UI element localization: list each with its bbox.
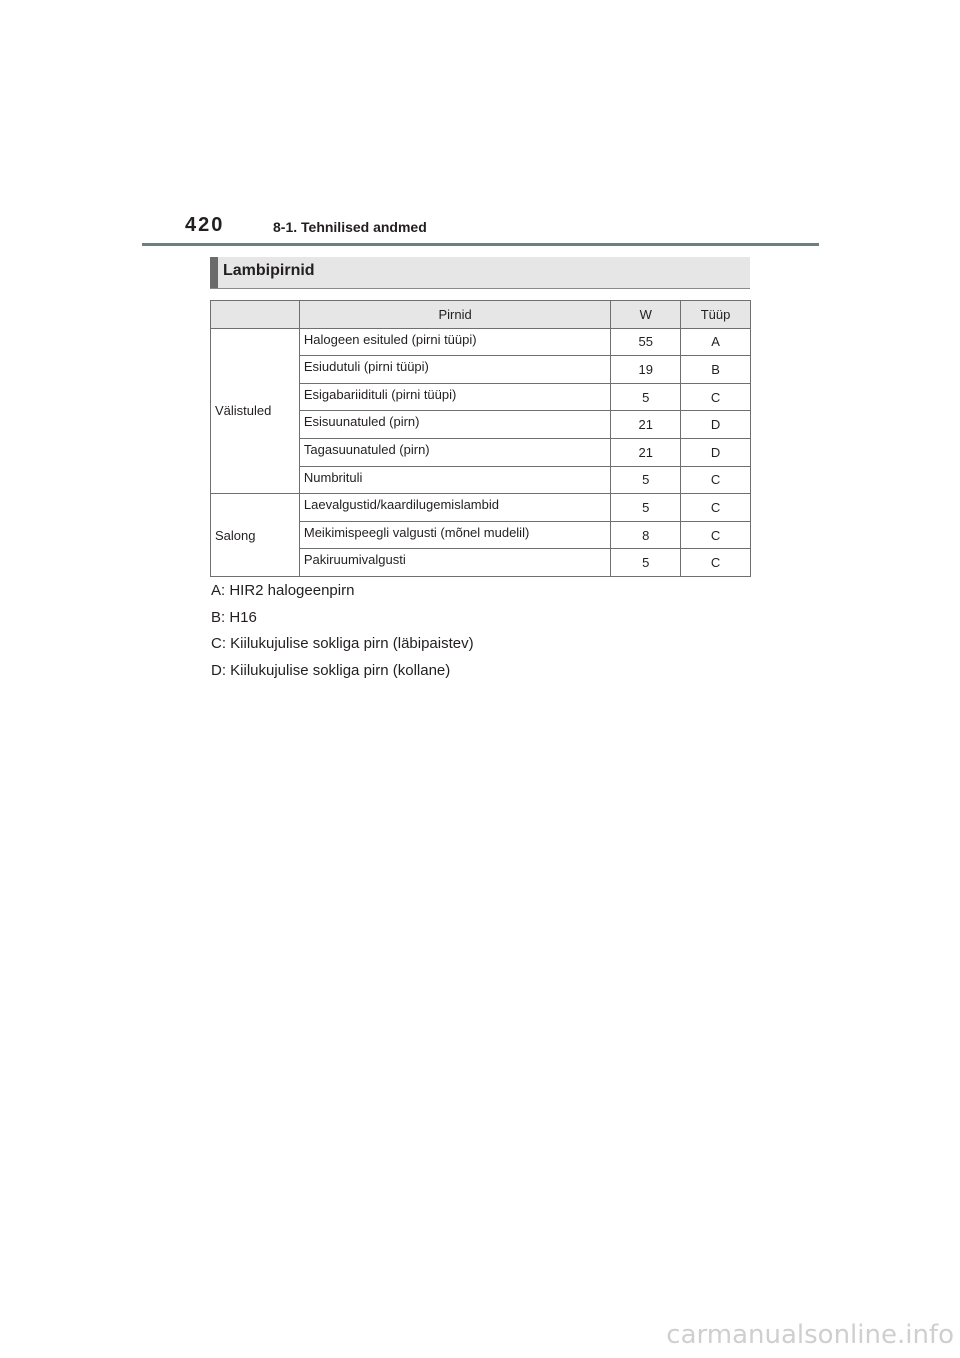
column-header-watt: W [611,301,681,329]
bulb-table [210,300,751,577]
watt-cell: 21 [611,411,681,439]
bulb-name-cell: Laevalgustid/kaardilugemislambid [299,494,610,522]
group-cell: Salong [211,494,300,577]
watt-cell: 8 [611,521,681,549]
column-header-type: Tüüp [681,301,751,329]
watt-cell: 5 [611,549,681,577]
column-header-bulb: Pirnid [299,301,610,329]
bulb-name-cell: Halogeen esituled (pirni tüüpi) [299,328,610,356]
header-divider [142,243,819,246]
bulb-type-notes [211,582,474,688]
bulb-name-cell: Esigabariidituli (pirni tüüpi) [299,383,610,411]
watt-cell: 5 [611,494,681,522]
type-cell: C [681,466,751,494]
bulb-name-cell: Meikimispeegli valgusti (mõnel mudelil) [299,521,610,549]
note-c: C: Kiilukujulise sokliga pirn (läbipaistev) [211,635,474,652]
watt-cell: 5 [611,466,681,494]
table-header-row [211,301,751,329]
note-b: B: H16 [211,608,257,626]
watt-cell: 19 [611,356,681,384]
watermark-url: carmanualsonline.info [666,1320,954,1350]
type-cell: C [681,383,751,411]
table-row [211,328,751,356]
type-cell: C [681,494,751,522]
bulb-name-cell: Esisuunatuled (pirn) [299,411,610,439]
heading-accent-bar [210,257,218,288]
type-cell: B [681,356,751,384]
section-title: 8-1. Tehnilised andmed [273,219,427,235]
group-cell: Välistuled [211,328,300,494]
watt-cell: 55 [611,328,681,356]
type-cell: D [681,438,751,466]
bulb-name-cell: Numbrituli [299,466,610,494]
type-cell: C [681,521,751,549]
bulb-name-cell: Tagasuunatuled (pirn) [299,438,610,466]
heading-box [210,257,750,289]
type-cell: C [681,549,751,577]
type-cell: A [681,328,751,356]
heading-title: Lambipirnid [223,262,315,279]
watt-cell: 5 [611,383,681,411]
bulb-name-cell: Pakiruumivalgusti [299,549,610,577]
watt-cell: 21 [611,438,681,466]
column-header-group [211,301,300,329]
type-cell: D [681,411,751,439]
note-a: A: HIR2 halogeenpirn [211,582,355,599]
table-row [211,494,751,522]
bulb-name-cell: Esiudutuli (pirni tüüpi) [299,356,610,384]
page-number: 420 [185,214,225,236]
note-d: D: Kiilukujulise sokliga pirn (kollane) [211,661,451,679]
